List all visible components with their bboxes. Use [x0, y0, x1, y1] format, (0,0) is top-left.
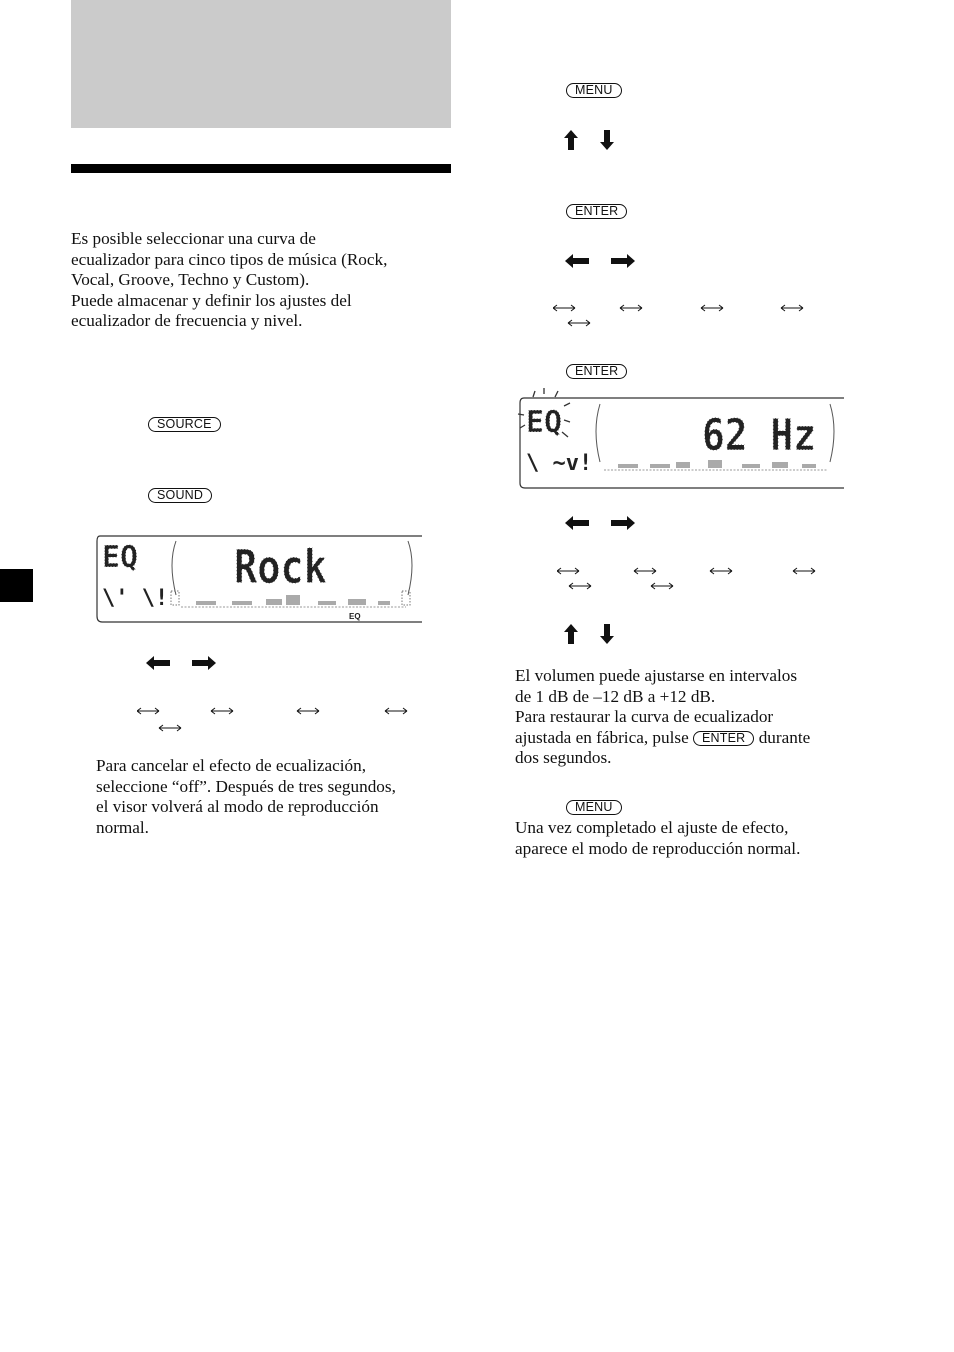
note-line: Una vez completado el ajuste de efecto,: [515, 818, 789, 837]
note-line: [515, 728, 810, 749]
section-side-tab: [0, 569, 33, 602]
note-line: seleccione “off”. Después de tres segundos,: [96, 776, 396, 796]
note-line: Para cancelar el efecto de ecualización,: [96, 756, 367, 775]
sound-button[interactable]: SOUND: [148, 488, 212, 503]
note-line: Para restaurar la curva de ecualizador: [515, 707, 774, 726]
up-down-arrows-icon: [564, 624, 614, 644]
intro-line: ecualizador de frecuencia y nivel.: [71, 311, 303, 330]
lcd-display-rock: [96, 533, 422, 625]
lcd-mode-text: EQ: [102, 540, 139, 575]
cycle-arrows-icon: [553, 302, 813, 332]
menu-button[interactable]: MENU: [566, 83, 622, 98]
lcd-value-text: 62 Hz: [702, 410, 816, 461]
enter-button[interactable]: ENTER: [566, 364, 627, 379]
section-title-rule: [71, 164, 451, 173]
lcd-glyph-decor: \ ~v!: [526, 451, 593, 476]
eq-bar-meter: [604, 460, 828, 470]
note-line: de 1 dB de –12 dB a +12 dB.: [515, 686, 716, 706]
intro-line: ecualizador para cinco tipos de música (Rock,: [71, 249, 388, 269]
note-line: aparece el modo de reproducción normal.: [515, 838, 801, 858]
enter-button[interactable]: ENTER: [566, 204, 627, 219]
intro-paragraph: [71, 229, 387, 332]
note-text: durante: [758, 727, 811, 747]
intro-line: Vocal, Groove, Techno y Custom).: [71, 270, 310, 289]
note-line: normal.: [96, 817, 149, 837]
lcd-display-frequency: [516, 388, 844, 490]
left-right-arrows-icon: [565, 516, 635, 530]
menu-button[interactable]: MENU: [566, 800, 622, 815]
intro-line: Es posible seleccionar una curva de: [71, 229, 316, 248]
section-header-band: [71, 0, 451, 128]
note-text: ajustada en fábrica, pulse: [515, 727, 689, 747]
lcd-mode-text: EQ: [526, 405, 563, 440]
source-button[interactable]: SOURCE: [148, 417, 221, 432]
cancel-note: [96, 756, 396, 838]
volume-note: [515, 666, 810, 769]
lcd-eq-indicator: EQ: [349, 612, 361, 621]
up-down-arrows-icon: [564, 130, 614, 150]
intro-line: Puede almacenar y definir los ajustes del: [71, 290, 352, 310]
note-line: El volumen puede ajustarse en intervalos: [515, 666, 798, 685]
cycle-arrows-icon: [137, 705, 413, 735]
note-line: dos segundos.: [515, 748, 612, 767]
lcd-glyph-decor: \' \!: [102, 586, 169, 611]
left-right-arrows-icon: [146, 656, 216, 670]
enter-button-inline[interactable]: ENTER: [693, 731, 754, 746]
cycle-arrows-icon: [557, 565, 817, 595]
note-line: el visor volverá al modo de reproducción: [96, 797, 379, 816]
lcd-value-text: Rock: [234, 540, 327, 594]
left-right-arrows-icon: [565, 254, 635, 268]
final-note: [515, 818, 800, 859]
